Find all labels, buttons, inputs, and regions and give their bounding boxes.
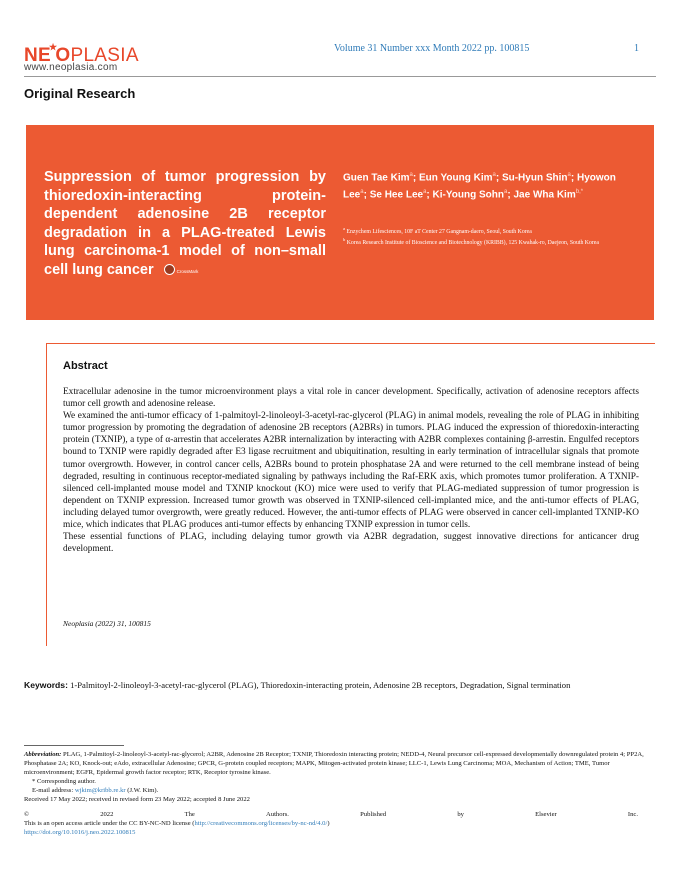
volume-info: Volume 31 Number xxx Month 2022 pp. 100815 xyxy=(334,43,530,54)
logo-prefix: NE xyxy=(24,45,51,66)
keywords-label: Keywords: xyxy=(24,680,68,690)
author-affiliation-mark: a xyxy=(360,189,364,196)
author-list xyxy=(343,168,633,203)
license-line xyxy=(24,819,658,828)
abstract-body xyxy=(63,386,639,555)
author-affiliation-mark: a xyxy=(409,172,413,178)
author-affiliation-mark: a xyxy=(567,172,571,178)
abstract-heading: Abstract xyxy=(63,360,108,372)
copyright-word: © xyxy=(24,811,30,818)
doi-link[interactable]: https://doi.org/10.1016/j.neo.2022.100815 xyxy=(24,829,136,836)
author-name[interactable]: Su-Hyun Shin xyxy=(501,172,568,184)
copyright-line xyxy=(24,810,638,819)
author-name[interactable]: Hyowon Lee xyxy=(343,172,616,201)
author-separator: ; xyxy=(570,172,575,184)
author-separator: ; xyxy=(507,189,511,201)
affiliation-text: Korea Research Institute of Bioscience and Biotechnology (KRIBB), 125 Kwahak-ro, Daejeon, South Korea xyxy=(346,240,599,247)
author-separator: ; xyxy=(412,172,417,184)
copyright-word: The xyxy=(184,811,195,818)
email-line xyxy=(24,786,658,795)
keywords-text: 1-Palmitoyl-2-linoleoyl-3-acetyl-rac-glycerol (PLAG), Thioredoxin-interacting protein, Adenosine 2B receptors, Degradation, Signal termination xyxy=(70,680,571,690)
author-separator: ; xyxy=(426,189,430,201)
affiliation-list xyxy=(343,225,621,248)
author-affiliation-mark: a xyxy=(423,189,427,196)
keywords xyxy=(24,680,664,690)
corresponding-note: * Corresponding author. xyxy=(32,778,96,785)
author-separator: ; xyxy=(363,189,367,201)
author-name[interactable]: Se Hee Lee xyxy=(369,189,424,201)
author-affiliation-mark: b,* xyxy=(575,189,584,196)
footnotes xyxy=(24,750,658,837)
author-affiliation-mark: a xyxy=(492,172,496,178)
logo-mid: O xyxy=(55,45,71,66)
journal-website[interactable]: www.neoplasia.com xyxy=(24,62,118,73)
abstract-paragraph: We examined the anti-tumor efficacy of 1-palmitoyl-2-linoleoyl-3-acetyl-rac-glycerol (PLAG) in animal models, revealing the role of PLAG in inhibiting tumor progression by promoting the degradation of adenosine 2B receptors (A2BRs) in tumors. PLAG induced the expression of thioredoxin-interacting protein (TXNIP), a type of α-arrestin that accelerates A2BR internalization by interacting with A2BR complexes containing β-arrestin. Engulfed receptors bound to TXNIP were rapidly degraded after E3 ligase recruitment and ubiquitination, resulting in early termination of intracellular signals that promote tumor overgrowth. However, in control cancer cells, A2BRs bound to protein phosphatase 2A and were returned to the cell membrane instead of being degraded, resulting in continuous receptor-mediated signaling by pathways including the Raf-ERK axis, which promotes tumor proliferation. A TXNIP-silenced cell-implanted mouse model and TXNIP knockout (KO) mice were used to verify that PLAG-mediated suppression of tumor progression is dependent on TXNIP expression. Increased tumor growth was observed in TXNIP-silenced cell-implanted mice, and the anti-tumor effects of PLAG, including delayed tumor overgrowth, were greatly reduced. However, the anti-tumor effects of PLAG were observed in cancer cell-implanted TXNIP-KO mice, which indicates that PLAG produces anti-tumor effects by enhancing TXNIP expression in tumor cells. xyxy=(63,411,639,531)
author-name[interactable]: Jae Wha Kim xyxy=(513,189,576,201)
footnote-divider xyxy=(24,745,124,746)
logo-star-icon: ★ xyxy=(49,42,58,52)
article-title-text: Suppression of tumor progression by thioredoxin-interacting protein-dependent adenosine 2B receptor degradation in a PLAG-treated Lewis lung carcinoma-1 model of non–small cell lung cancer xyxy=(44,169,326,278)
copyright-word: Inc. xyxy=(627,811,638,818)
received-dates: Received 17 May 2022; received in revised form 23 May 2022; accepted 8 June 2022 xyxy=(24,796,250,803)
email-label: E-mail address: xyxy=(32,787,74,794)
header-divider xyxy=(24,76,656,77)
crossmark-icon[interactable] xyxy=(164,264,175,275)
author-name[interactable]: Eun Young Kim xyxy=(418,172,493,184)
affiliation-text: Enzychem Lifesciences, 10F aT Center 27 Gangnam-daero, Seoul, South Korea xyxy=(346,228,532,235)
article-title xyxy=(44,168,326,281)
abbreviations xyxy=(24,750,658,777)
copyright-word: Authors. xyxy=(266,811,289,818)
author-separator: ; xyxy=(495,172,500,184)
abstract-paragraph: Extracellular adenosine in the tumor microenvironment plays a vital role in cancer development. Specifically, activation of adenosine receptors affects tumor cell growth and adenosine release. xyxy=(63,387,639,410)
affiliation xyxy=(343,225,621,236)
email-link[interactable]: wjkim@kribb.re.kr xyxy=(74,787,126,794)
logo-suffix: PLASIA xyxy=(70,45,139,66)
copyright-word: 2022 xyxy=(100,811,114,818)
affiliation-mark: a xyxy=(343,226,345,231)
copyright-word: Published xyxy=(360,811,387,818)
copyright-word: Elsevier xyxy=(535,811,557,818)
page-number: 1 xyxy=(634,43,639,54)
section-label: Original Research xyxy=(24,86,136,101)
crossmark-label: CrossMark xyxy=(176,268,199,274)
copyright-word: by xyxy=(457,811,464,818)
license-link[interactable]: http://creativecommons.org/licenses/by-nc-nd/4.0/ xyxy=(194,820,328,827)
abstract-paragraph: These essential functions of PLAG, including delaying tumor growth via A2BR degradation, suggest innovative directions for anticancer drug development. xyxy=(63,532,639,555)
abbreviations-label: Abbreviation: xyxy=(24,751,62,758)
journal-citation: Neoplasia (2022) 31, 100815 xyxy=(63,619,151,628)
abbreviations-text: PLAG, 1-Palmitoyl-2-linoleoyl-3-acetyl-rac-glycerol; A2BR, Adenosine 2B Receptor; TXNIP, Thioredoxin interacting protein; NEDD-4, Neural precursor cell-expressed developmentally downregulated protein 4; PP2A, Phosphatase 2A; KO, Knock-out; eAdo, extracellular Adenosine; GPCR, G-protein coupled receptors; MAPK, Mitogen-activated protein kinase; LLC-1, Lewis Lung Carcinoma; MOA, Mechanism of Action; TME, Tumor microenvironment; EGFR, Epidermal growth factor receptor; RTK, Receptor tyrosine kinase. xyxy=(24,751,644,776)
affiliation xyxy=(343,236,621,247)
affiliation-mark: b xyxy=(343,237,346,243)
author-name[interactable]: Ki-Young Sohn xyxy=(432,189,505,201)
author-affiliation-mark: a xyxy=(504,189,508,196)
license-suffix: ) xyxy=(327,820,330,827)
license-prefix: This is an open access article under the CC BY-NC-ND license ( xyxy=(24,820,195,827)
email-suffix: (J.W. Kim). xyxy=(127,787,159,794)
author-name[interactable]: Guen Tae Kim xyxy=(343,172,410,184)
